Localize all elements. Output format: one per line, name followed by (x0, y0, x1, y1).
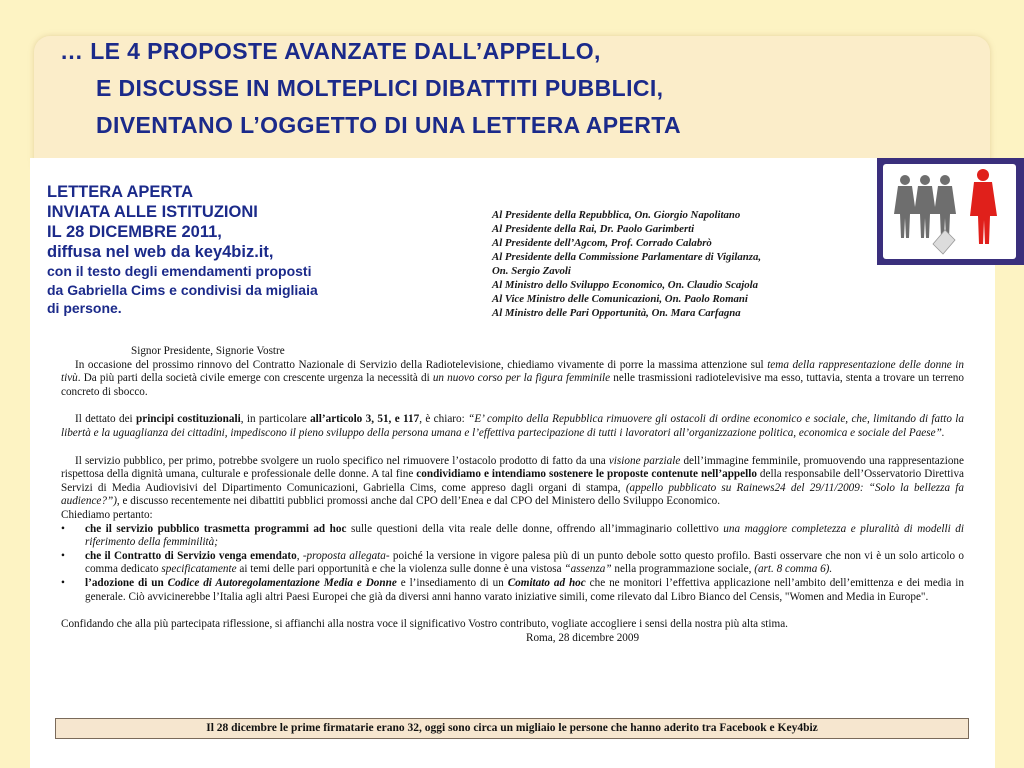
letter-body (61, 345, 964, 645)
list-item: • che il servizio pubblico trasmetta programmi ad hoc sulle questioni della vita reale delle donne, offrendo all’immaginario collettivo una maggiore completezza e pluralità di modelli di riferimento della femminilità; (61, 522, 964, 549)
title-line-2: E DISCUSSE IN MOLTEPLICI DIBATTITI PUBBLICI, (96, 75, 664, 101)
recipient: Al Presidente dell’Agcom, Prof. Corrado Calabrò (492, 237, 712, 249)
recipient: Al Presidente della Commissione Parlamentare di Vigilanza, (492, 251, 762, 263)
intro-line-4: diffusa nel web da key4biz.it, (47, 243, 274, 261)
intro-line-5: con il testo degli emendamenti proposti (47, 263, 312, 279)
women-logo (877, 158, 1024, 265)
recipients-list (492, 208, 761, 320)
closing: Confidando che alla più partecipata riflessione, si affianchi alla nostra voce il significativo Vostro contributo, vogliate accogliere i sensi della nostra più alta stima. (61, 618, 788, 631)
intro-line-7: di persone. (47, 300, 122, 316)
place-date: Roma, 28 dicembre 2009 (526, 631, 640, 644)
recipient: On. Sergio Zavoli (492, 265, 571, 277)
recipient: Al Ministro dello Sviluppo Economico, On. Claudio Scajola (492, 279, 759, 291)
request-list (61, 523, 964, 605)
request-intro: Chiediamo pertanto: (61, 508, 153, 521)
recipient: Al Ministro delle Pari Opportunità, On. Mara Carfagna (492, 307, 741, 319)
title-line-1: … LE 4 PROPOSTE AVANZATE DALL’APPELLO, (60, 38, 601, 64)
list-item: • che il Contratto di Servizio venga emendato, -proposta allegata- poiché la versione in vigore palesa più di un punto debole sotto questo profilo. Basti osservare che non vi è un solo articolo o comma dedicato specificatamente ai temi delle pari opportunità e che la violenza sulle donne è una vistosa “assenza” nella programmazione sociale, (art. 8 comma 6). (61, 549, 964, 576)
title-line-3: DIVENTANO L’OGGETTO DI UNA LETTERA APERTA (96, 112, 682, 138)
intro-line-6: da Gabriella Cims e condivisi da migliaia (47, 281, 318, 298)
signatories-banner: Il 28 dicembre le prime firmatarie erano 32, oggi sono circa un migliaio le persone che hanno aderito tra Facebook e Key4biz (55, 718, 969, 739)
salutation: Signor Presidente, Signorie Vostre (131, 345, 285, 357)
recipient: Al Presidente della Repubblica, On. Giorgio Napolitano (492, 209, 741, 221)
intro-line-2: INVIATA ALLE ISTITUZIONI (47, 203, 258, 221)
paragraph-2: Il dettato dei principi costituzionali, in particolare all’articolo 3, 51, e 117, è chiaro: “E’ compito della Repubblica rimuovere gli ostacoli di ordine economico e sociale, che, limitando di fatto la libertà e la uguaglianza dei cittadini, impediscono il pieno sviluppo della persona umana e l’effettiva partecipazione di tutti i lavoratori all’organizzazione politica, economica e sociale del Paese”. (61, 413, 964, 439)
intro-block (47, 182, 318, 318)
paragraph-1: In occasione del prossimo rinnovo del Contratto Nazionale di Servizio della Radiotelevisione, chiediamo vivamente di porre la massima attenzione sul tema della rappresentazione delle donne in tivù. Da più parti della società civile emerge con crescente urgenza la necessità di un nuovo corso per la figura femminile nelle trasmissioni radiotelevisive ma esso, tuttavia, stenta a trovare un terreno concreto di sbocco. (61, 358, 964, 398)
list-item: • l’adozione di un Codice di Autoregolamentazione Media e Donne e l’insediamento di un Comitato ad hoc che ne monitori l’effettiva applicazione nell’ambito dell’emittenza e dei media in generale. Ciò avvicinerebbe l’Italia agli altri Paesi Europei che già da diversi anni hanno varato iniziative simili, come rilevato dal Libro Bianco del Censis, "Women and Media in Europe". (61, 576, 964, 603)
recipient: Al Presidente della Rai, Dr. Paolo Garimberti (492, 223, 695, 235)
recipient: Al Vice Ministro delle Comunicazioni, On. Paolo Romani (492, 293, 748, 305)
intro-line-3: IL 28 DICEMBRE 2011, (47, 223, 222, 241)
paragraph-3: Il servizio pubblico, per primo, potrebbe svolgere un ruolo specifico nel rimuovere l’ostacolo prodotto di fatto da una visione parziale dell’immagine femminile, promuovendo una rappresentazione rispettosa della dignità umana, culturale e professionale delle donne. A tal fine condividiamo e intendiamo sostenere le proposte contenute nell’appello della responsabile dell’Osservatorio Direttiva Servizi di Media Audiovisivi del Dipartimento Comunicazioni, Gabriella Cims, come appreso dagli organi di stampa, (appello pubblicato su Rainews24 del 29/11/2009: “Solo la bellezza fa audience?”), e discusso recentemente nei dibattiti pubblici promossi anche dal CPO dell’Enea e dal CPO del Ministero dello Sviluppo Economico. (61, 454, 965, 508)
women-figures-icon (883, 164, 1016, 259)
intro-line-1: LETTERA APERTA (47, 183, 194, 201)
